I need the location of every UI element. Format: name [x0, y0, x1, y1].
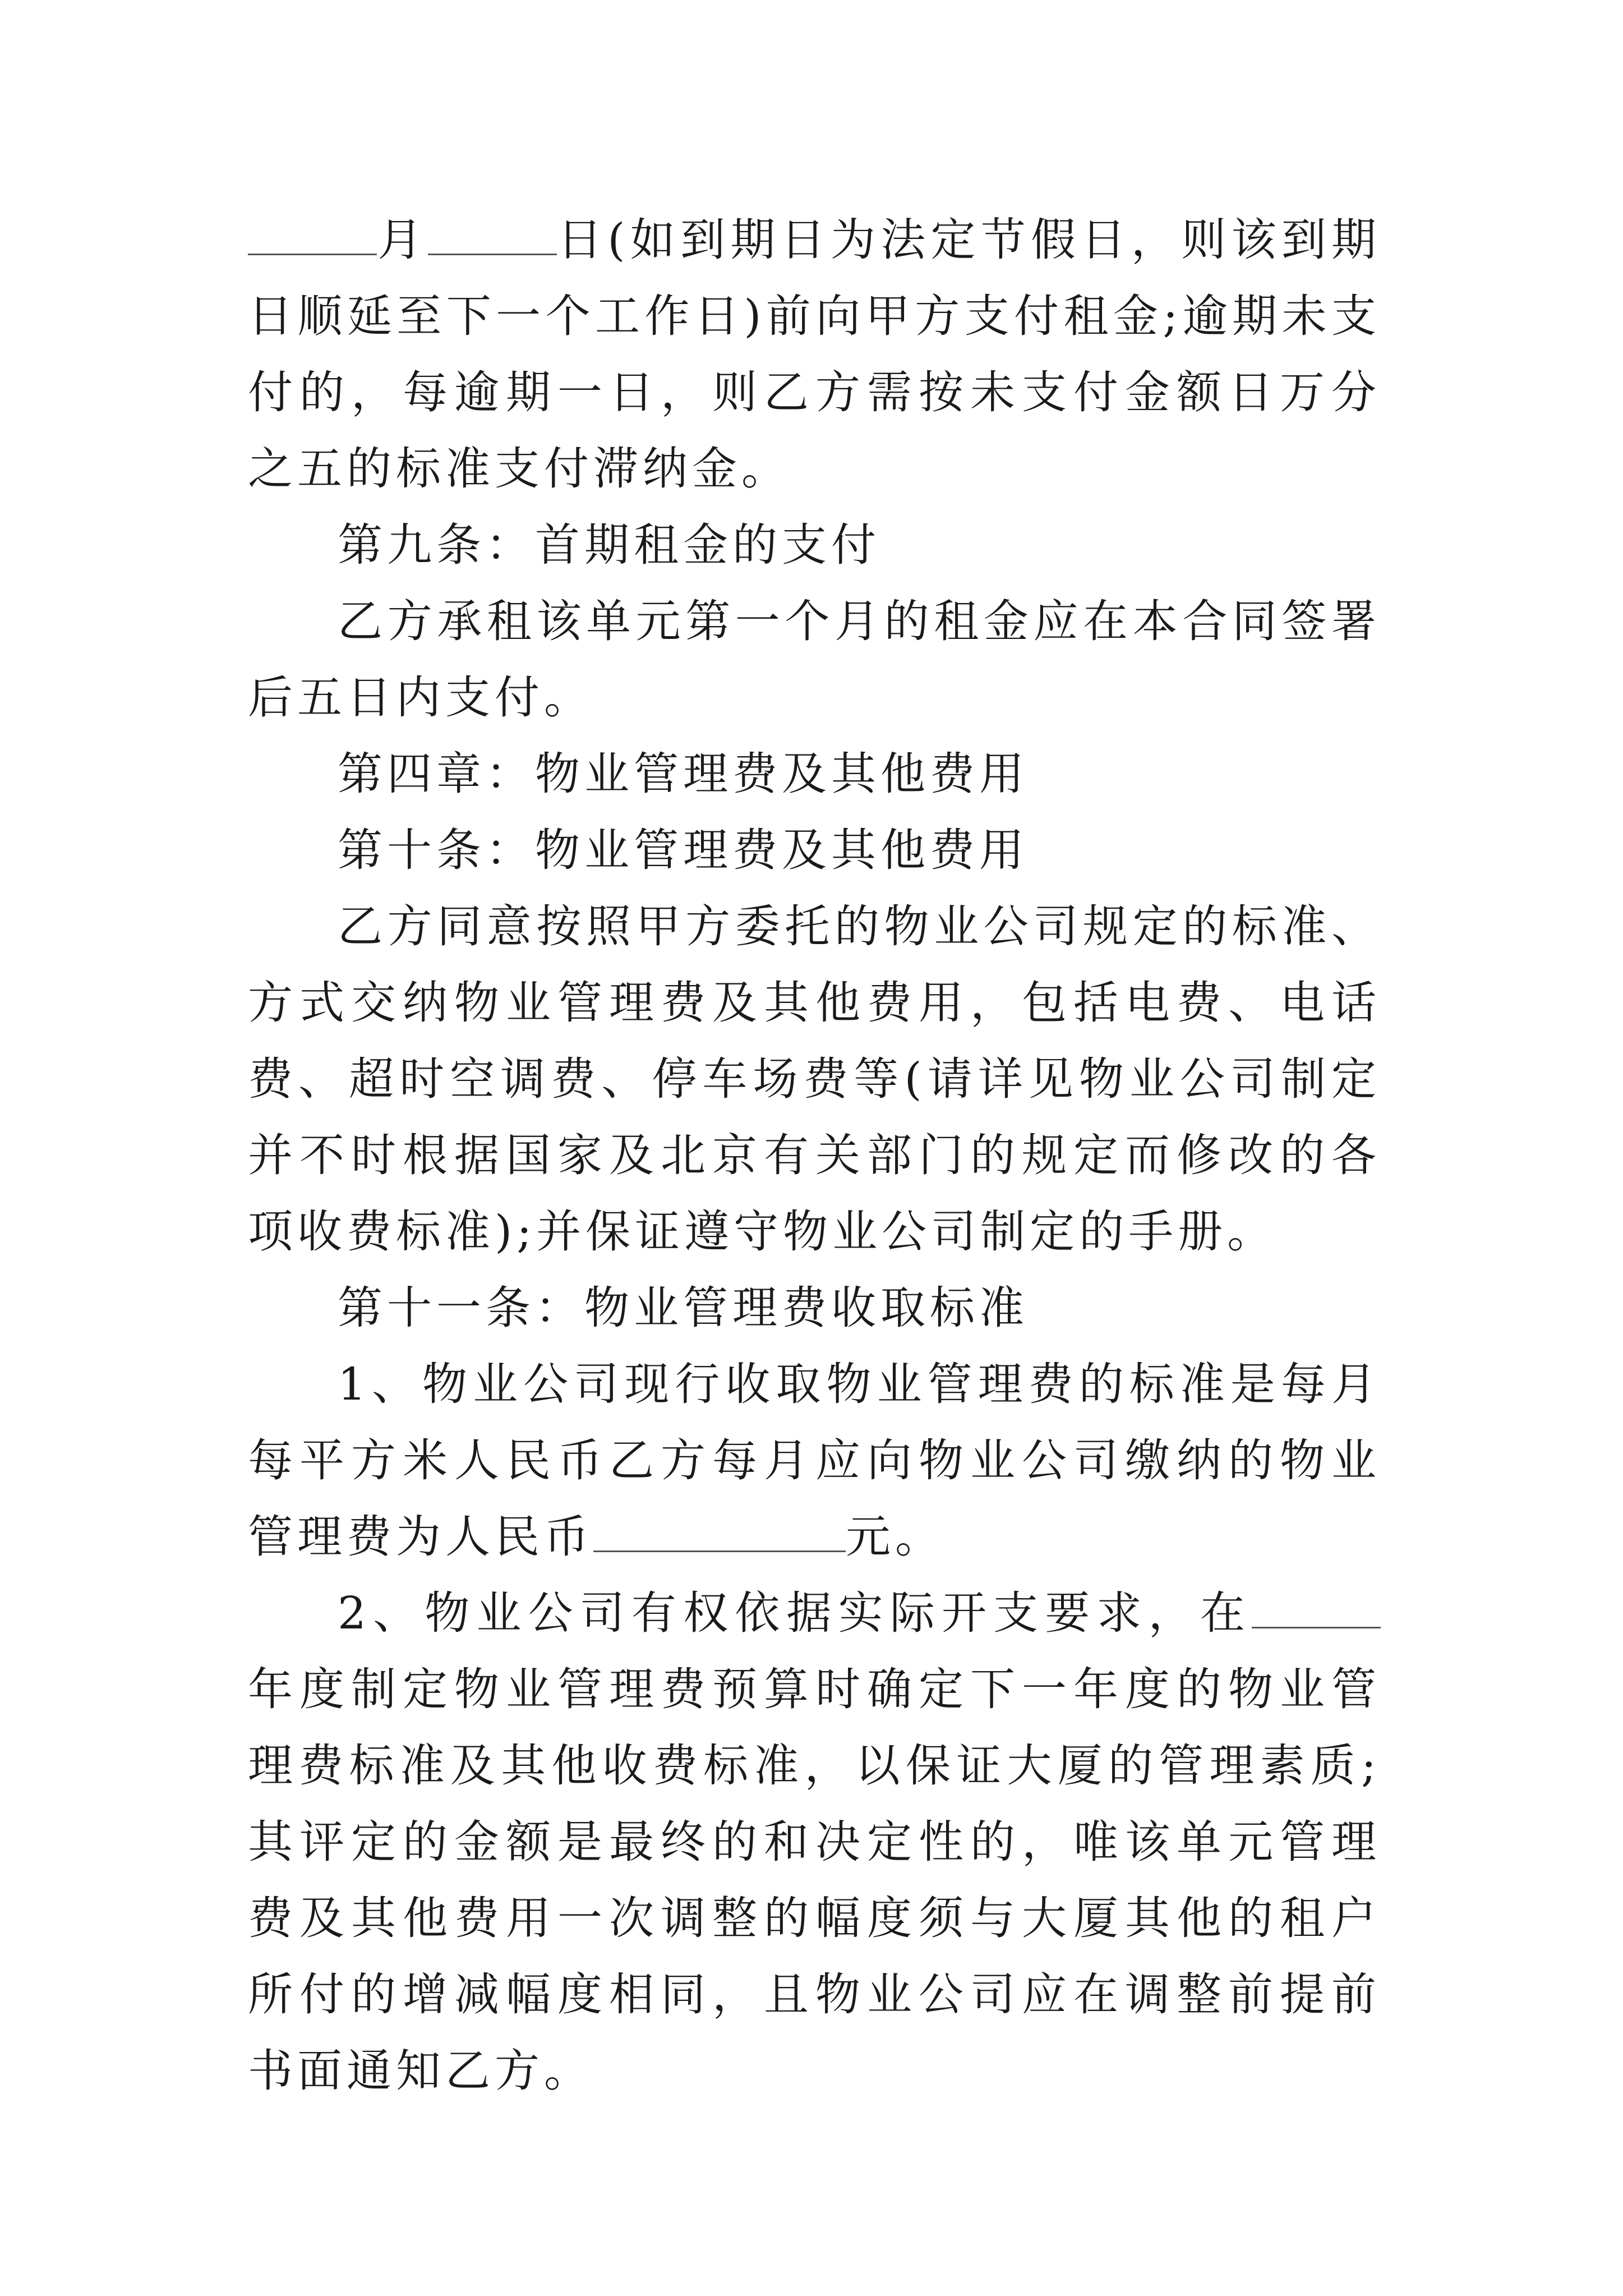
blank-month-field [248, 214, 377, 255]
article-10-heading: 第十条：物业管理费及其他费用 [338, 824, 1029, 876]
clause-2-suffix: 年度制定物业管理费预算时确定下一年度的物业管理费标准及其他收费标准，以保证大厦的管理素质;其评定的金额是最终的和决定性的，唯该单元管理费及其他费用一次调整的幅度须与大厦其他的租户所付的增减幅度相同，且物业公司应在调整前提前书面通知乙方。 [248, 1663, 1381, 2097]
month-label: 月 [377, 214, 428, 266]
article-9-heading: 第九条：首期租金的支付 [338, 519, 880, 571]
document-body [248, 202, 1381, 2109]
article-11-clause-2 [248, 1575, 1381, 2109]
paragraph-rent-payment-deadline [248, 202, 1381, 507]
article-11-clause-1 [248, 1346, 1381, 1575]
article-9-text: 乙方承租该单元第一个月的租金应在本合同签署后五日内支付。 [248, 595, 1381, 724]
article-10-text: 乙方同意按照甲方委托的物业公司规定的标准、方式交纳物业管理费及其他费用，包括电费、电话费、超时空调费、停车场费等(请详见物业公司制定并不时根据国家及北京有关部门的规定而修改的各项收费标准);并保证遵守物业公司制定的手册。 [248, 900, 1381, 1258]
blank-day-field [428, 214, 557, 255]
article-11-heading: 第十一条：物业管理费收取标准 [338, 1282, 1029, 1334]
blank-year-field [1252, 1588, 1381, 1628]
rent-deadline-text: 日(如到期日为法定节假日，则该到期日顺延至下一个工作日)前向甲方支付租金;逾期未支付的，每逾期一日，则乙方需按未支付金额日万分之五的标准支付滞纳金。 [248, 214, 1381, 495]
clause-1-suffix: 元。 [846, 1511, 944, 1563]
chapter-4-heading: 第四章：物业管理费及其他费用 [338, 748, 1029, 800]
blank-amount-field [593, 1511, 846, 1552]
clause-2-text: 2、物业公司有权依据实际开支要求，在 [338, 1587, 1252, 1639]
clause-1-text: 1、物业公司现行收取物业管理费的标准是每月每平方米人民币乙方每月应向物业公司缴纳的物业管理费为人民币 [248, 1358, 1381, 1563]
